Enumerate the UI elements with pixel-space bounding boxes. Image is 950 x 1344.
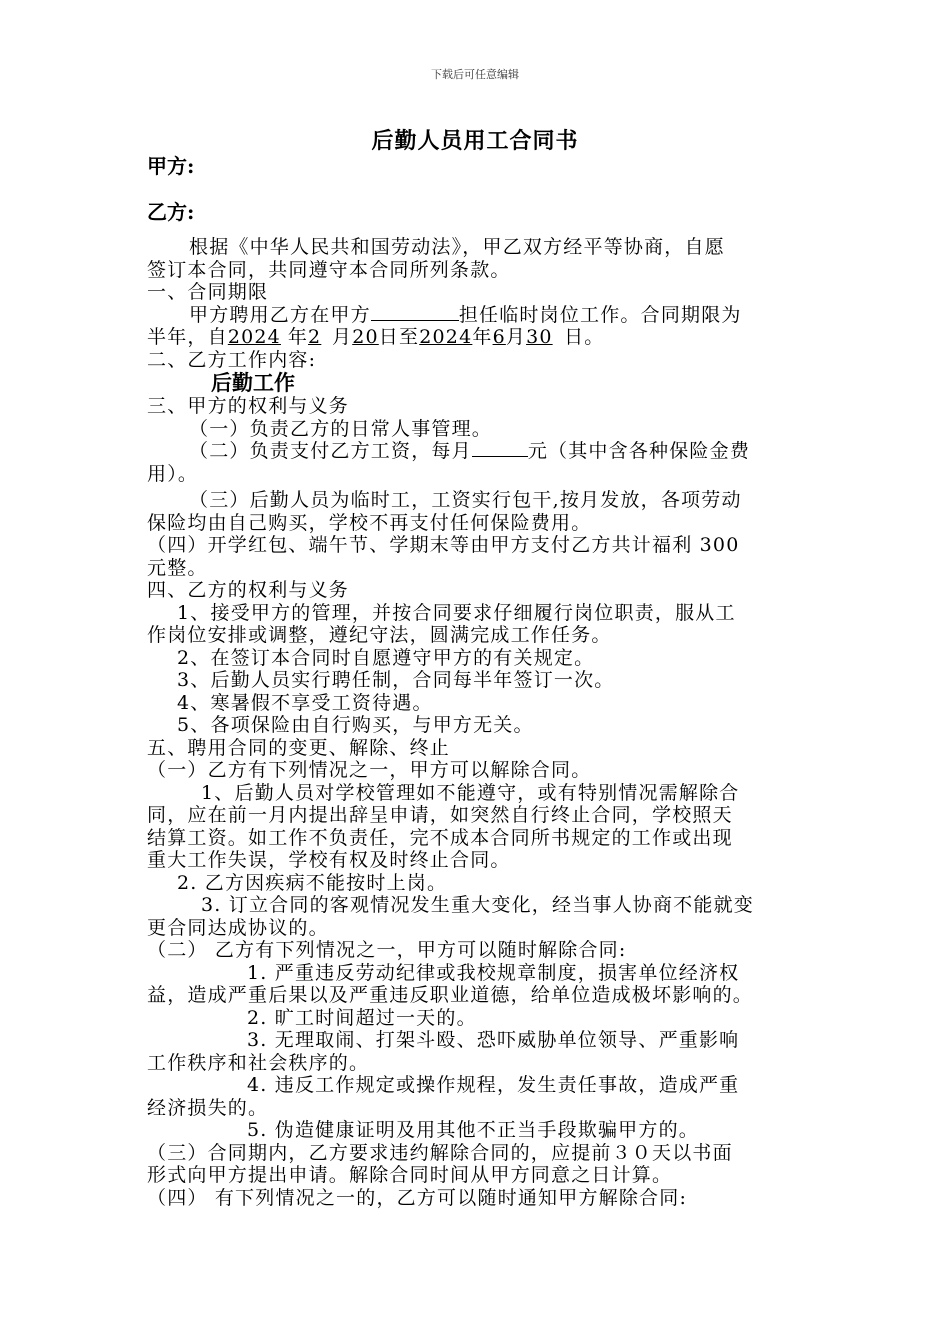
party-a-label: 甲方: [147,154,195,178]
term-dates-line [147,326,817,349]
date-prefix: 半年，自 [147,326,228,348]
header-note: 下载后可任意编辑 [431,68,519,81]
party-b-label: 乙方: [147,200,195,224]
clause-line: （三）合同期内，乙方要求违约解除合同的，应提前３０天以书面 [147,1141,733,1164]
section-heading: 三、甲方的权利与义务 [147,395,350,417]
clause-line: 结算工资。如工作不负责任，完不成本合同所书规定的工作或出现 [147,826,733,849]
clause-line: 形式向甲方提出申请。解除合同时间从甲方同意之日计算。 [147,1164,673,1186]
section-heading: 一、合同期限 [147,281,269,303]
document-title: 后勤人员用工合同书 [371,128,579,154]
clause-line: 更合同达成协议的。 [147,916,329,939]
clause-line: （四）开学红包、端午节、学期末等由甲方支付乙方共计福利 300 [147,534,740,556]
year-char: 年 [287,326,309,348]
clause-line: 工作秩序和社会秩序的。 [147,1051,370,1074]
clause-line: 3. 无理取闹、打架斗殴、恐吓威胁单位领导、严重影响 [247,1029,740,1051]
date-suffix: 日。 [564,326,605,348]
clause-line: 1、接受甲方的管理，并按合同要求仔细履行岗位职责，服从工 [177,601,736,624]
salary-line [147,440,817,463]
term-text: 担任临时岗位工作。合同期限为 [458,303,742,326]
year-char: 年 [472,326,493,348]
clause-line: 益，造成严重后果以及严重违反职业道德，给单位造成极坏影响的。 [147,984,754,1006]
clause-line: 用）。 [147,462,199,485]
clause-line: 5、各项保险由自行购买，与甲方无关。 [177,714,534,736]
clause-line: 经济损失的。 [147,1096,269,1119]
clause-line: （一）负责乙方的日常人事管理。 [189,417,493,440]
clause-line: 5. 伪造健康证明及用其他不正当手段欺骗甲方的。 [247,1119,699,1141]
position-blank [371,304,459,321]
clause-line: 2. 旷工时间超过一天的。 [247,1006,477,1029]
clause-line: 3、后勤人员实行聘任制，合同每半年签订一次。 [177,669,615,691]
end-year: 2024 [419,326,473,348]
clause-line: 保险均由自己购买，学校不再支付任何保险费用。 [147,511,592,534]
contract-body [147,236,817,1209]
clause-line: 2、在签订本合同时自愿遵守甲方的有关规定。 [177,646,595,669]
clause-line: （三）后勤人员为临时工，工资实行包干,按月发放，各项劳动 [189,489,742,511]
start-month: 2 [308,326,322,348]
term-text: 甲方聘用乙方在甲方 [189,303,371,326]
start-day: 20 [352,326,379,348]
clause-line: 3. 订立合同的客观情况发生重大变化，经当事人协商不能就变 [201,894,754,916]
clause-text: 元（其中含各种保险金费 [527,440,751,462]
term-line [147,304,817,327]
clause-line: 4、寒暑假不享受工资待遇。 [177,691,433,714]
intro-line: 签订本合同，共同遵守本合同所列条款。 [147,258,511,281]
section-heading: 二、乙方工作内容: [147,348,317,371]
salary-blank [472,440,528,457]
end-day: 30 [526,326,553,348]
end-month: 6 [492,326,506,348]
clause-line: （二） 乙方有下列情况之一，甲方可以随时解除合同: [147,939,627,961]
clause-line: （四） 有下列情况之一的，乙方可以随时通知甲方解除合同: [147,1186,688,1209]
clause-line: 作岗位安排或调整，遵纪守法，圆满完成工作任务。 [147,624,612,646]
clause-line: 1、后勤人员对学校管理如不能遵守，或有特别情况需解除合 [201,781,740,804]
date-mid: 日至 [378,326,420,348]
clause-line: 同，应在前一月内提出辞呈申请，如突然自行终止合同，学校照天 [147,804,733,826]
clause-line: 2. 乙方因疾病不能按时上岗。 [177,871,448,894]
clause-line: 1. 严重违反劳动纪律或我校规章制度，损害单位经济权 [247,961,740,984]
clause-line: 元整。 [147,556,208,579]
section-heading: 五、聘用合同的变更、解除、终止 [147,736,451,759]
work-content: 后勤工作 [211,370,295,395]
start-year: 2024 [227,326,281,348]
clause-line: （一）乙方有下列情况之一，甲方可以解除合同。 [147,759,592,781]
clause-line: 重大工作失误，学校有权及时终止合同。 [147,849,511,871]
section-heading: 四、乙方的权利与义务 [147,579,350,601]
month-char: 月 [505,326,527,348]
clause-text: （二）负责支付乙方工资，每月 [189,440,472,462]
clause-line: 4. 违反工作规定或操作规程，发生责任事故，造成严重 [247,1074,740,1096]
intro-line: 根据《中华人民共和国劳动法》，甲乙双方经平等协商，自愿 [189,236,725,258]
month-char: 月 [332,326,353,348]
